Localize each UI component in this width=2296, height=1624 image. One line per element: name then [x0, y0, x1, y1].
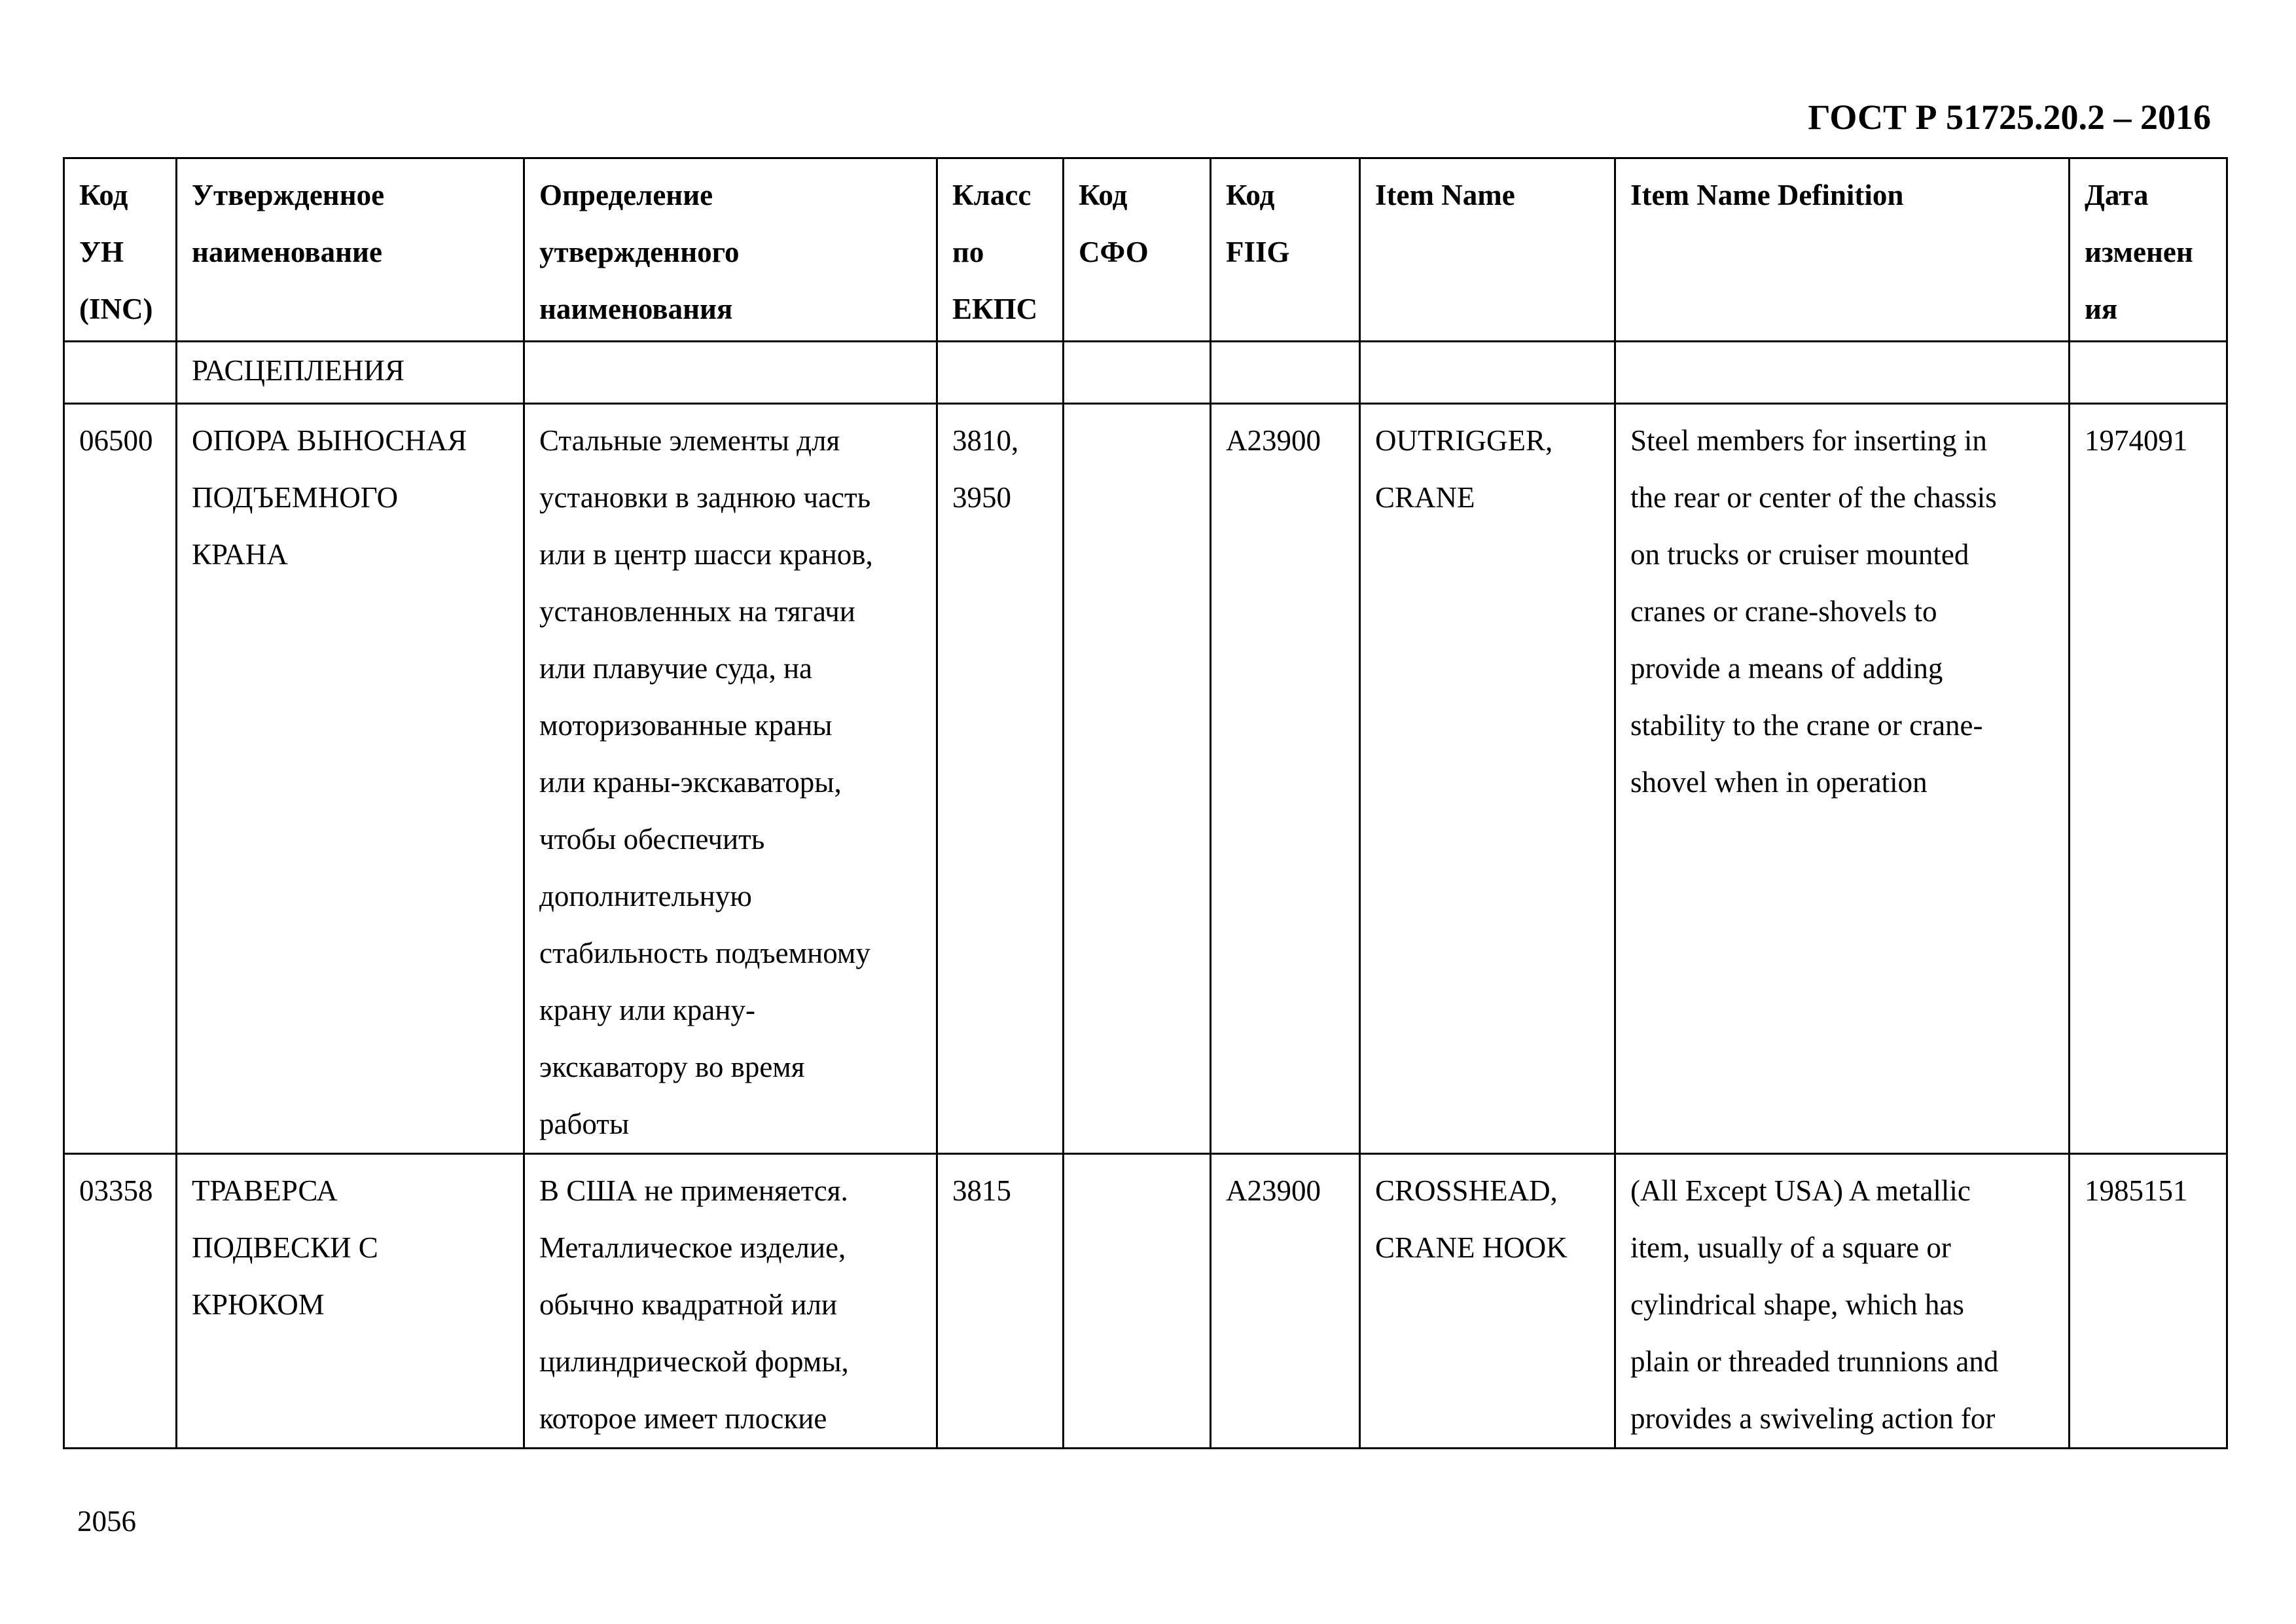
col-header-item-definition: Item Name Definition	[1615, 158, 2070, 342]
cell-inc: 06500	[64, 404, 177, 1154]
col-header-approved-name: Утвержденное наименование	[177, 158, 524, 342]
cell-change-date: 1974091	[2070, 404, 2227, 1154]
cell-item-definition: (All Except USA) A metallic item, usually of a square or cylindrical shape, which has plain or threaded trunnions and provides a swiveling action for	[1615, 1154, 2070, 1449]
table-header-row	[64, 158, 2227, 342]
cell-fiig: A23900	[1211, 404, 1360, 1154]
standard-designation: ГОСТ Р 51725.20.2 – 2016	[1808, 98, 2211, 137]
col-header-fiig: Код FIIG	[1211, 158, 1360, 342]
cell-fiig	[1211, 342, 1360, 404]
col-header-inc: Код УН (INC)	[64, 158, 177, 342]
item-name-table	[63, 157, 2228, 1449]
cell-item-definition	[1615, 342, 2070, 404]
cell-approved-name: РАСЦЕПЛЕНИЯ	[177, 342, 524, 404]
cell-item-name: OUTRIGGER, CRANE	[1360, 404, 1615, 1154]
col-header-definition: Определение утвержденного наименования	[524, 158, 937, 342]
col-header-sfo-code: Код СФО	[1064, 158, 1211, 342]
cell-approved-name: ТРАВЕРСА ПОДВЕСКИ С КРЮКОМ	[177, 1154, 524, 1449]
cell-definition: Стальные элементы для установки в заднюю часть или в центр шасси кранов, установленных на тягачи или плавучие суда, на моторизованные краны или краны-экскаваторы, чтобы обеспечить дополнительную стабильность подъемному крану или крану- экскаватору во время работы	[524, 404, 937, 1154]
cell-item-definition: Steel members for inserting in the rear or center of the chassis on trucks or cruiser mounted cranes or crane-shovels to provide a means of adding stability to the crane or crane- shovel when in operation	[1615, 404, 2070, 1154]
cell-definition	[524, 342, 937, 404]
table-row	[64, 404, 2227, 1154]
cell-fiig: A23900	[1211, 1154, 1360, 1449]
cell-item-name	[1360, 342, 1615, 404]
col-header-ekps-class: Класс по ЕКПС	[937, 158, 1064, 342]
cell-change-date: 1985151	[2070, 1154, 2227, 1449]
col-header-item-name: Item Name	[1360, 158, 1615, 342]
cell-inc	[64, 342, 177, 404]
cell-definition: В США не применяется. Металлическое изделие, обычно квадратной или цилиндрической формы, которое имеет плоские	[524, 1154, 937, 1449]
cell-inc: 03358	[64, 1154, 177, 1449]
cell-change-date	[2070, 342, 2227, 404]
col-header-change-date: Дата изменен ия	[2070, 158, 2227, 342]
table-row-continuation	[64, 342, 2227, 404]
cell-sfo-code	[1064, 404, 1211, 1154]
cell-ekps-class: 3810, 3950	[937, 404, 1064, 1154]
cell-item-name: CROSSHEAD, CRANE HOOK	[1360, 1154, 1615, 1449]
cell-ekps-class: 3815	[937, 1154, 1064, 1449]
page-number: 2056	[77, 1505, 136, 1538]
cell-sfo-code	[1064, 1154, 1211, 1449]
cell-sfo-code	[1064, 342, 1211, 404]
table-row	[64, 1154, 2227, 1449]
cell-ekps-class	[937, 342, 1064, 404]
cell-approved-name: ОПОРА ВЫНОСНАЯ ПОДЪЕМНОГО КРАНА	[177, 404, 524, 1154]
